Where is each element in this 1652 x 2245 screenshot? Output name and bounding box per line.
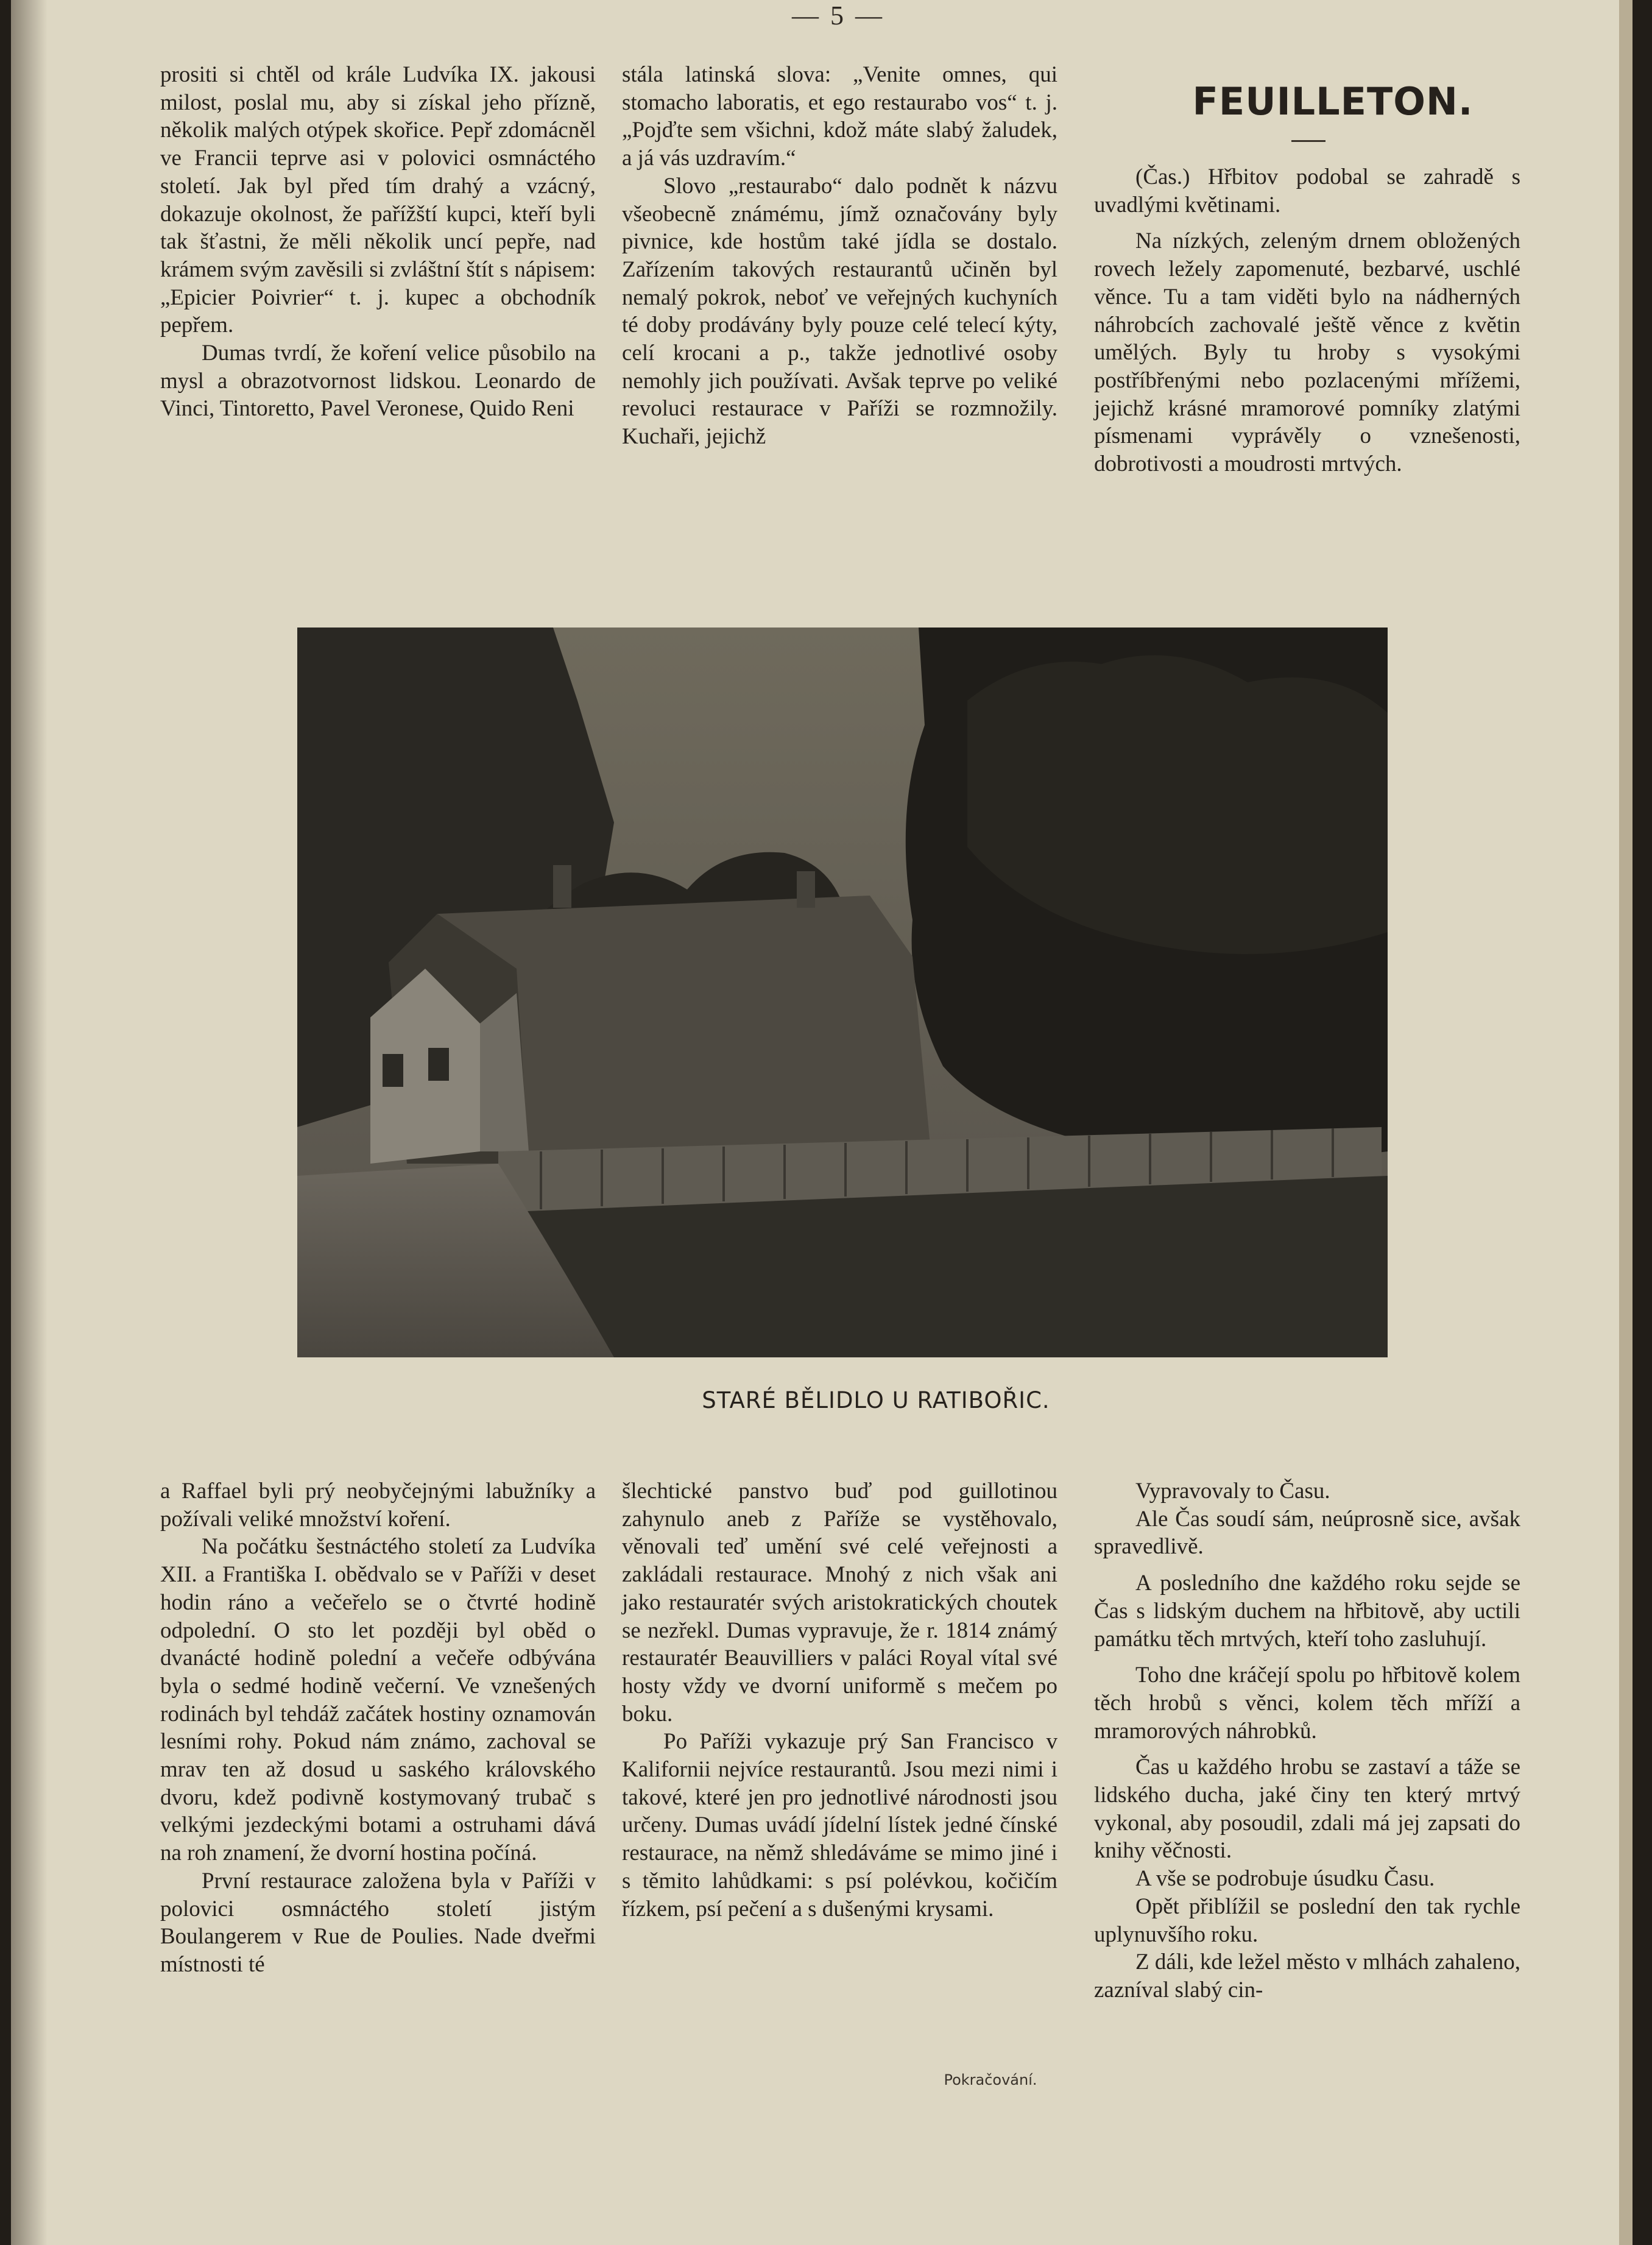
bottom-column-2 bbox=[622, 1477, 1057, 1923]
paragraph: a Raffael byli prý neobyčejnými labužníky a požívali veliké množství koření. bbox=[160, 1479, 596, 1532]
paragraph: Slovo „restaurabo“ dalo podnět k názvu všeobecně známému, jímž označovány byly pivnice, kde hostům také jídla se dostalo. Zařízením takových restaurantů učiněn byl nemalý pokrok, neboť ve veřejných kuchyních té doby prodávány byly pouze celé telecí kýty, celí krocani a p., takže jednotlivé osoby nemohly jich používati. Avšak teprve po veliké revoluci restaurace v Paříži se rozmnožily. Kuchaři, jejichž bbox=[622, 173, 1057, 450]
paragraph: A vše se podrobuje úsudku Času. bbox=[1135, 1866, 1435, 1892]
paragraph: Toho dne kráčejí spolu po hřbitově kolem těch hrobů s věnci, kolem těch mříží a mramorových náhrobků. bbox=[1094, 1663, 1520, 1744]
title-rule bbox=[1291, 140, 1325, 142]
paragraph: Dumas tvrdí, že koření velice působilo na mysl a obrazotvornost lidskou. Leonardo de Vinci, Tintoretto, Pavel Veronese, Quido Reni bbox=[160, 341, 596, 422]
spine-shadow bbox=[11, 0, 48, 2245]
paragraph: stála latinská slova: „Venite omnes, qui stomacho laboratis, et ego restaurabo vos“ t. j. „Pojďte sem všichni, kdož máte slabý žaludek, a já vás uzdravím.“ bbox=[622, 62, 1057, 171]
chimney bbox=[553, 865, 571, 908]
bottom-column-3 bbox=[1094, 1477, 1520, 2004]
bottom-column-1 bbox=[160, 1477, 596, 1979]
paragraph: prositi si chtěl od krále Ludvíka IX. jakousi milost, poslal mu, aby si získal jeho přízně, několik malých otýpek skořice. Pepř zdomácněl ve Francii teprve asi v polovici osmnáctého století. Jak byl před tím drahý a vzácný, dokazuje okolnost, že pařížští kupci, kteří byli tak šťastni, že měli několik uncí pepře, nad krámem svým zavěsili si zvláštní štít s nápisem: „Epicier Poivrier“ t. j. kupec a obchodník pepřem. bbox=[160, 62, 596, 338]
feuilleton-title: FEUILLETON. bbox=[1192, 79, 1474, 124]
paragraph: Na počátku šestnáctého století za Ludvíka XII. a Františka I. obědvalo se v Paříži v deset hodin ráno a večeřelo se o čtvrté hodině odpolední. O sto let později byl oběd o dvanácté hodině polední a večeře odbývána byla o sedmé hodině večerní. Ve vznešených rodinách byl tehdáž začátek hostiny oznamován lesními rohy. Pokud nám známo, zachoval se mrav ten až dosud u saského královského dvoru, kdež podivně kostymovaný trubač s velkými jezdeckými botami a ostruhami dává na roh znamení, že dvorní hostina počíná. bbox=[160, 1534, 596, 1866]
top-column-3 bbox=[1094, 163, 1520, 478]
photograph bbox=[297, 628, 1388, 1357]
paragraph: Čas u každého hrobu se zastaví a táže se lidského ducha, jaké činy ten který mrtvý vykonal, aby posoudil, zdali má jej zapsati do knihy věčnosti. bbox=[1094, 1755, 1520, 1864]
top-column-2 bbox=[622, 61, 1057, 451]
page-number: — 5 — bbox=[792, 1, 884, 30]
paragraph: Ale Čas soudí sám, neúprosně sice, avšak spravedlivě. bbox=[1094, 1506, 1520, 1560]
paragraph: A posledního dne každého roku sejde se Čas s lidským duchem na hřbitově, aby uctili památku těch mrtvých, kteří toho zasluhují. bbox=[1094, 1571, 1520, 1652]
continued-note: Pokračování. bbox=[944, 2071, 1037, 2088]
page-edge bbox=[1619, 0, 1633, 2245]
newspaper-page bbox=[11, 0, 1633, 2245]
paragraph: První restaurace založena byla v Paříži v polovici osmnáctého století jistým Boulangerem v Rue de Poulies. Nade dveřmi místnosti té bbox=[160, 1868, 596, 1977]
paragraph: Opět přiblížil se poslední den tak rychle uplynuvšího roku. bbox=[1094, 1893, 1520, 1947]
photo-caption: STARÉ BĚLIDLO U RATIBOŘIC. bbox=[702, 1387, 1050, 1413]
top-column-1 bbox=[160, 61, 596, 423]
paragraph: šlechtické panstvo buď pod guillotinou zahynulo aneb z Paříže se vystěhovalo, věnovali teď umění své celé veřejnosti a zakládali restaurace. Mnohý z nich však ani jako restauratér svých aristokratických choutek se nezřekl. Dumas vypravuje, že r. 1814 známý restauratér Beauvilliers v paláci Royal vítal své hosty vždy ve dvorní uniformě s mečem po boku. bbox=[622, 1479, 1057, 1727]
paragraph: Na nízkých, zeleným drnem obložených rovech ležely zapomenuté, bezbarvé, uschlé věnce. Tu a tam viděti bylo na nádherných náhrobcích zachovalé ještě věnce z květin umělých. Byly tu hroby s vysokými postříbřenými nebo pozlacenými mřížemi, jejichž krásné mramorové pomníky zlatými písmenami vyprávěly o vznešenosti, dobrotivosti a moudrosti mrtvých. bbox=[1094, 228, 1520, 477]
paragraph: (Čas.) Hřbitov podobal se zahradě s uvadlými květinami. bbox=[1094, 164, 1520, 217]
chimney bbox=[797, 871, 815, 908]
paragraph: Po Paříži vykazuje prý San Francisco v Kalifornii nejvíce restaurantů. Jsou mezi nimi i takové, které jen pro jednotlivé národnosti jsou určeny. Dumas uvádí jídelní lístek jedné čínské restaurace, na němž shledáváme se mimo jiné i s těmito lahůdkami: s psí polévkou, kočičím řízkem, psí pečení a s dušenými krysami. bbox=[622, 1729, 1057, 1922]
photo-illustration bbox=[297, 628, 1388, 1357]
paragraph: Z dáli, kde ležel město v mlhách zahaleno, zazníval slabý cin- bbox=[1094, 1950, 1520, 2003]
paragraph: Vypravovaly to Času. bbox=[1135, 1479, 1330, 1504]
